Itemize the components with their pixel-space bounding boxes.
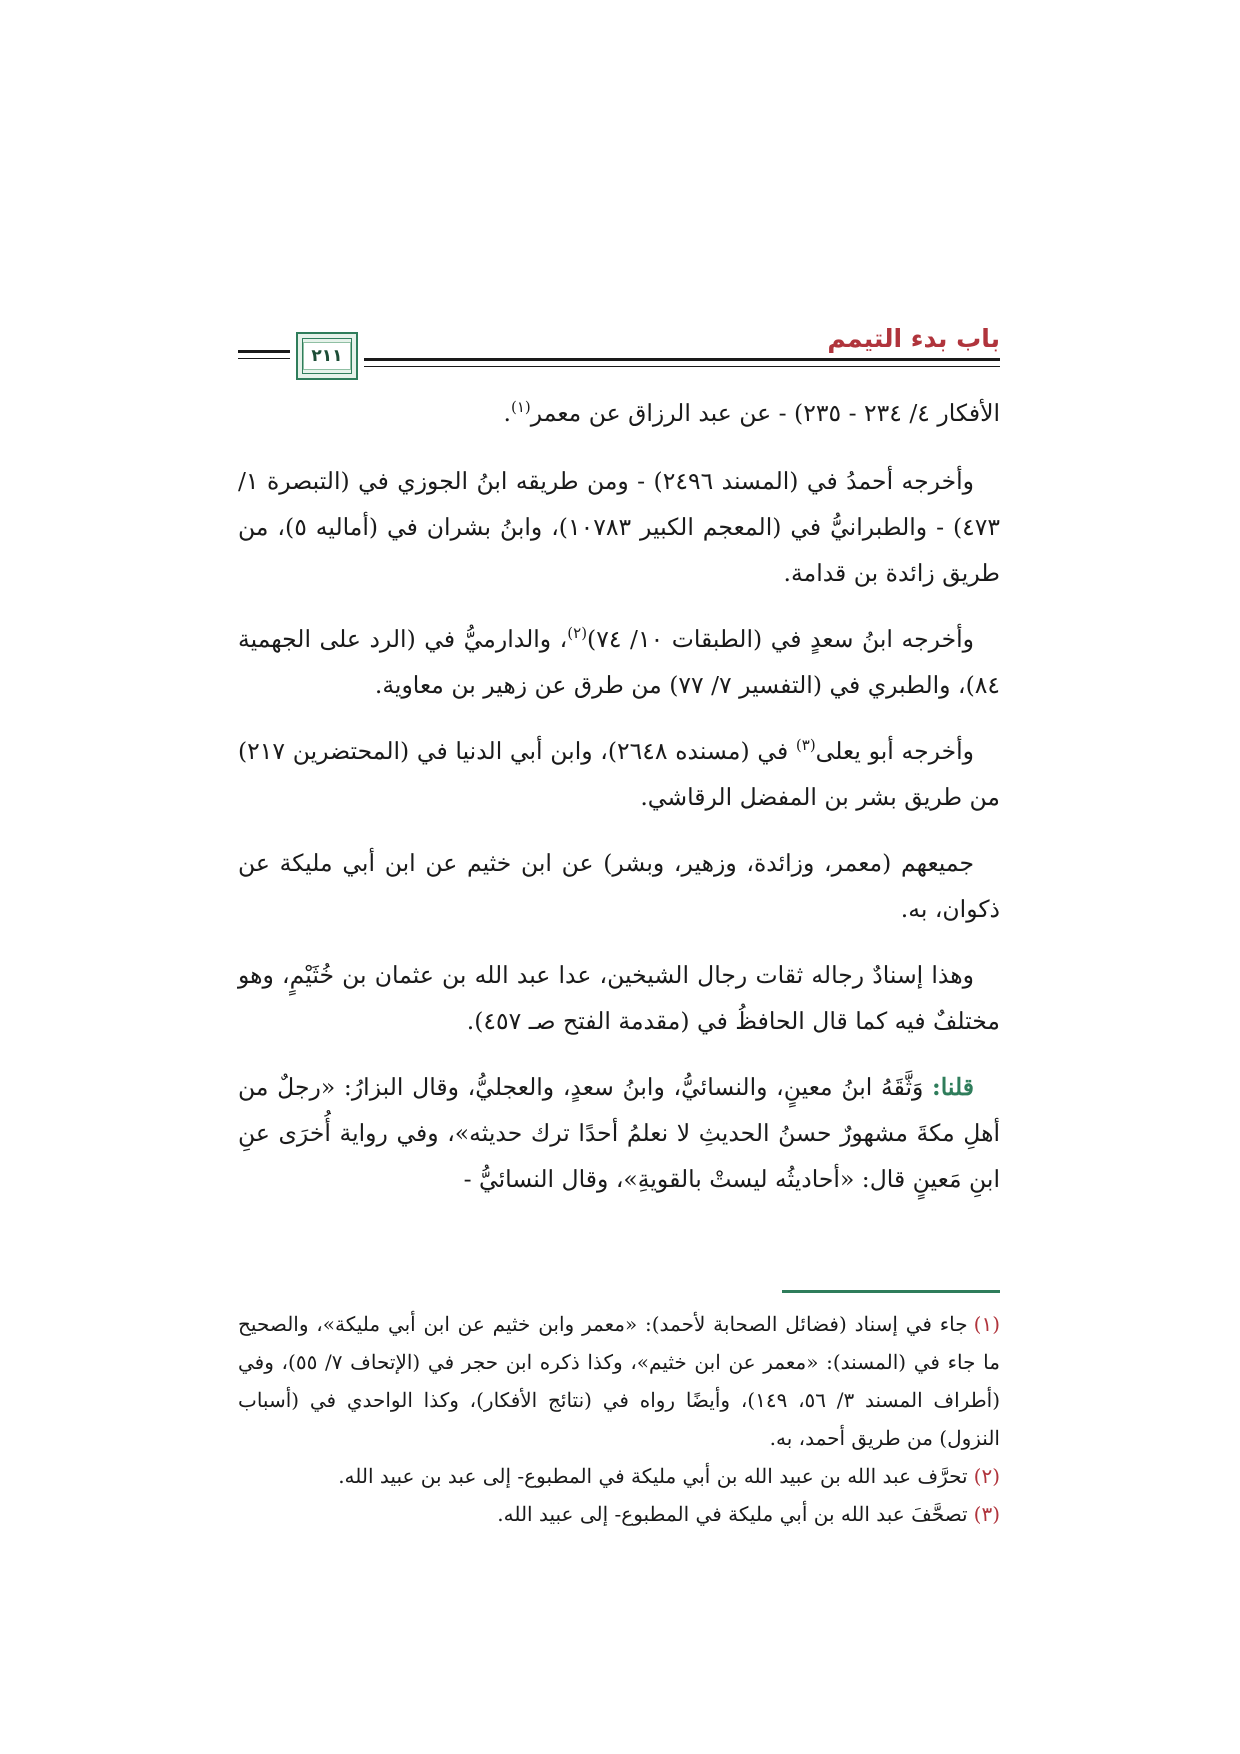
footnote-text: تصحَّفَ عبد الله بن أبي مليكة في المطبوع- إلى عبيد الله.: [497, 1502, 968, 1526]
paragraph-text: وأخرجه أحمدُ في (المسند ٢٤٩٦) - ومن طريقه ابنُ الجوزي في (التبصرة ١/ ٤٧٣) - والطبرانيُّ في (المعجم الكبير ١٠٧٨٣)، وابنُ بشران في (أماليه ٥)، من طريق زائدة بن قدامة.: [238, 467, 1000, 587]
paragraph-text: ، والدارميُّ في (الرد على الجهمية ٨٤)، والطبري في (التفسير ٧/ ٧٧) من طرق عن زهير بن معاوية.: [238, 625, 1000, 699]
running-header: [238, 316, 1000, 386]
paragraph: [238, 728, 1000, 820]
paragraph: [238, 1064, 1000, 1202]
footnotes: [238, 1305, 1000, 1533]
footnote-number[interactable]: (٣): [973, 1502, 1000, 1526]
paragraph-text: وَثَّقَهُ ابنُ معينٍ، والنسائيُّ، وابنُ سعدٍ، والعجليُّ، وقال البزارُ: «رجلٌ من أهلِ مكةَ مشهورٌ حسنُ الحديثِ لا نعلمُ أحدًا ترك حديثه»، وفي رواية أُخرَى عنِ ابنِ مَعينٍ قال: «أحاديثُه ليستْ بالقويةِ»، وقال النسائيُّ -: [238, 1073, 1000, 1193]
paragraph-text: في (مسنده ٢٦٤٨)، وابن أبي الدنيا في (المحتضرين ٢١٧) من طريق بشر بن المفضل الرقاشي.: [238, 737, 1000, 811]
paragraph-text: الأفكار ٤/ ٢٣٤ - ٢٣٥) - عن عبد الرزاق عن معمر: [530, 399, 1000, 427]
page-number: ٢١١: [303, 342, 350, 370]
footnote: [238, 1305, 1000, 1457]
paragraph: [238, 952, 1000, 1044]
footnote-text: تحرَّف عبد الله بن عبيد الله بن أبي مليكة في المطبوع- إلى عبد بن عبيد الله.: [338, 1464, 968, 1488]
footnote: [238, 1495, 1000, 1533]
chapter-title: باب بدء التيمم: [827, 324, 1000, 353]
footnote-number[interactable]: (١): [973, 1312, 1000, 1336]
footnote-text: جاء في إسناد (فضائل الصحابة لأحمد): «معمر وابن خثيم عن ابن أبي مليكة»، والصحيح ما جاء في (المسند): «معمر عن ابن خثيم»، وكذا ذكره ابن حجر في (الإتحاف ٧/ ٥٥)، وفي (أطراف المسند ٣/ ٥٦، ١٤٩)، وأيضًا رواه في (نتائج الأفكار)، وكذا الواحدي في (أسباب النزول) من طريق أحمد، به.: [238, 1312, 1000, 1450]
footnote-marker[interactable]: (٢): [567, 624, 588, 643]
footnote: [238, 1457, 1000, 1495]
header-rule-right-top: [364, 358, 1000, 361]
paragraph-text: وأخرجه ابنُ سعدٍ في (الطبقات ١٠/ ٧٤): [587, 625, 975, 653]
paragraph: [238, 390, 1000, 436]
header-rule-left-bottom: [238, 358, 290, 359]
paragraph: [238, 458, 1000, 596]
header-rule-right-bottom: [364, 366, 1000, 367]
footnote-marker[interactable]: (١): [510, 398, 531, 417]
footnote-separator: [782, 1290, 1000, 1293]
paragraph: [238, 840, 1000, 932]
footnote-marker[interactable]: (٣): [795, 736, 816, 755]
paragraph-text: جميعهم (معمر، وزائدة، وزهير، وبشر) عن ابن خثيم عن ابن أبي مليكة عن ذكوان، به.: [238, 849, 1000, 923]
paragraph: [238, 616, 1000, 708]
footnote-number[interactable]: (٢): [973, 1464, 1000, 1488]
main-text: [238, 390, 1000, 1222]
paragraph-text: وهذا إسنادٌ رجاله ثقات رجال الشيخين، عدا عبد الله بن عثمان بن خُثَيْمٍ، وهو مختلفٌ فيه كما قال الحافظُ في (مقدمة الفتح صـ ٤٥٧).: [238, 961, 1000, 1035]
paragraph-text: .: [503, 399, 511, 427]
header-rule-left-top: [238, 350, 290, 353]
page-number-badge: [296, 332, 358, 380]
paragraph-label: قلنا:: [932, 1073, 974, 1101]
paragraph-text: وأخرجه أبو يعلى: [815, 737, 975, 765]
